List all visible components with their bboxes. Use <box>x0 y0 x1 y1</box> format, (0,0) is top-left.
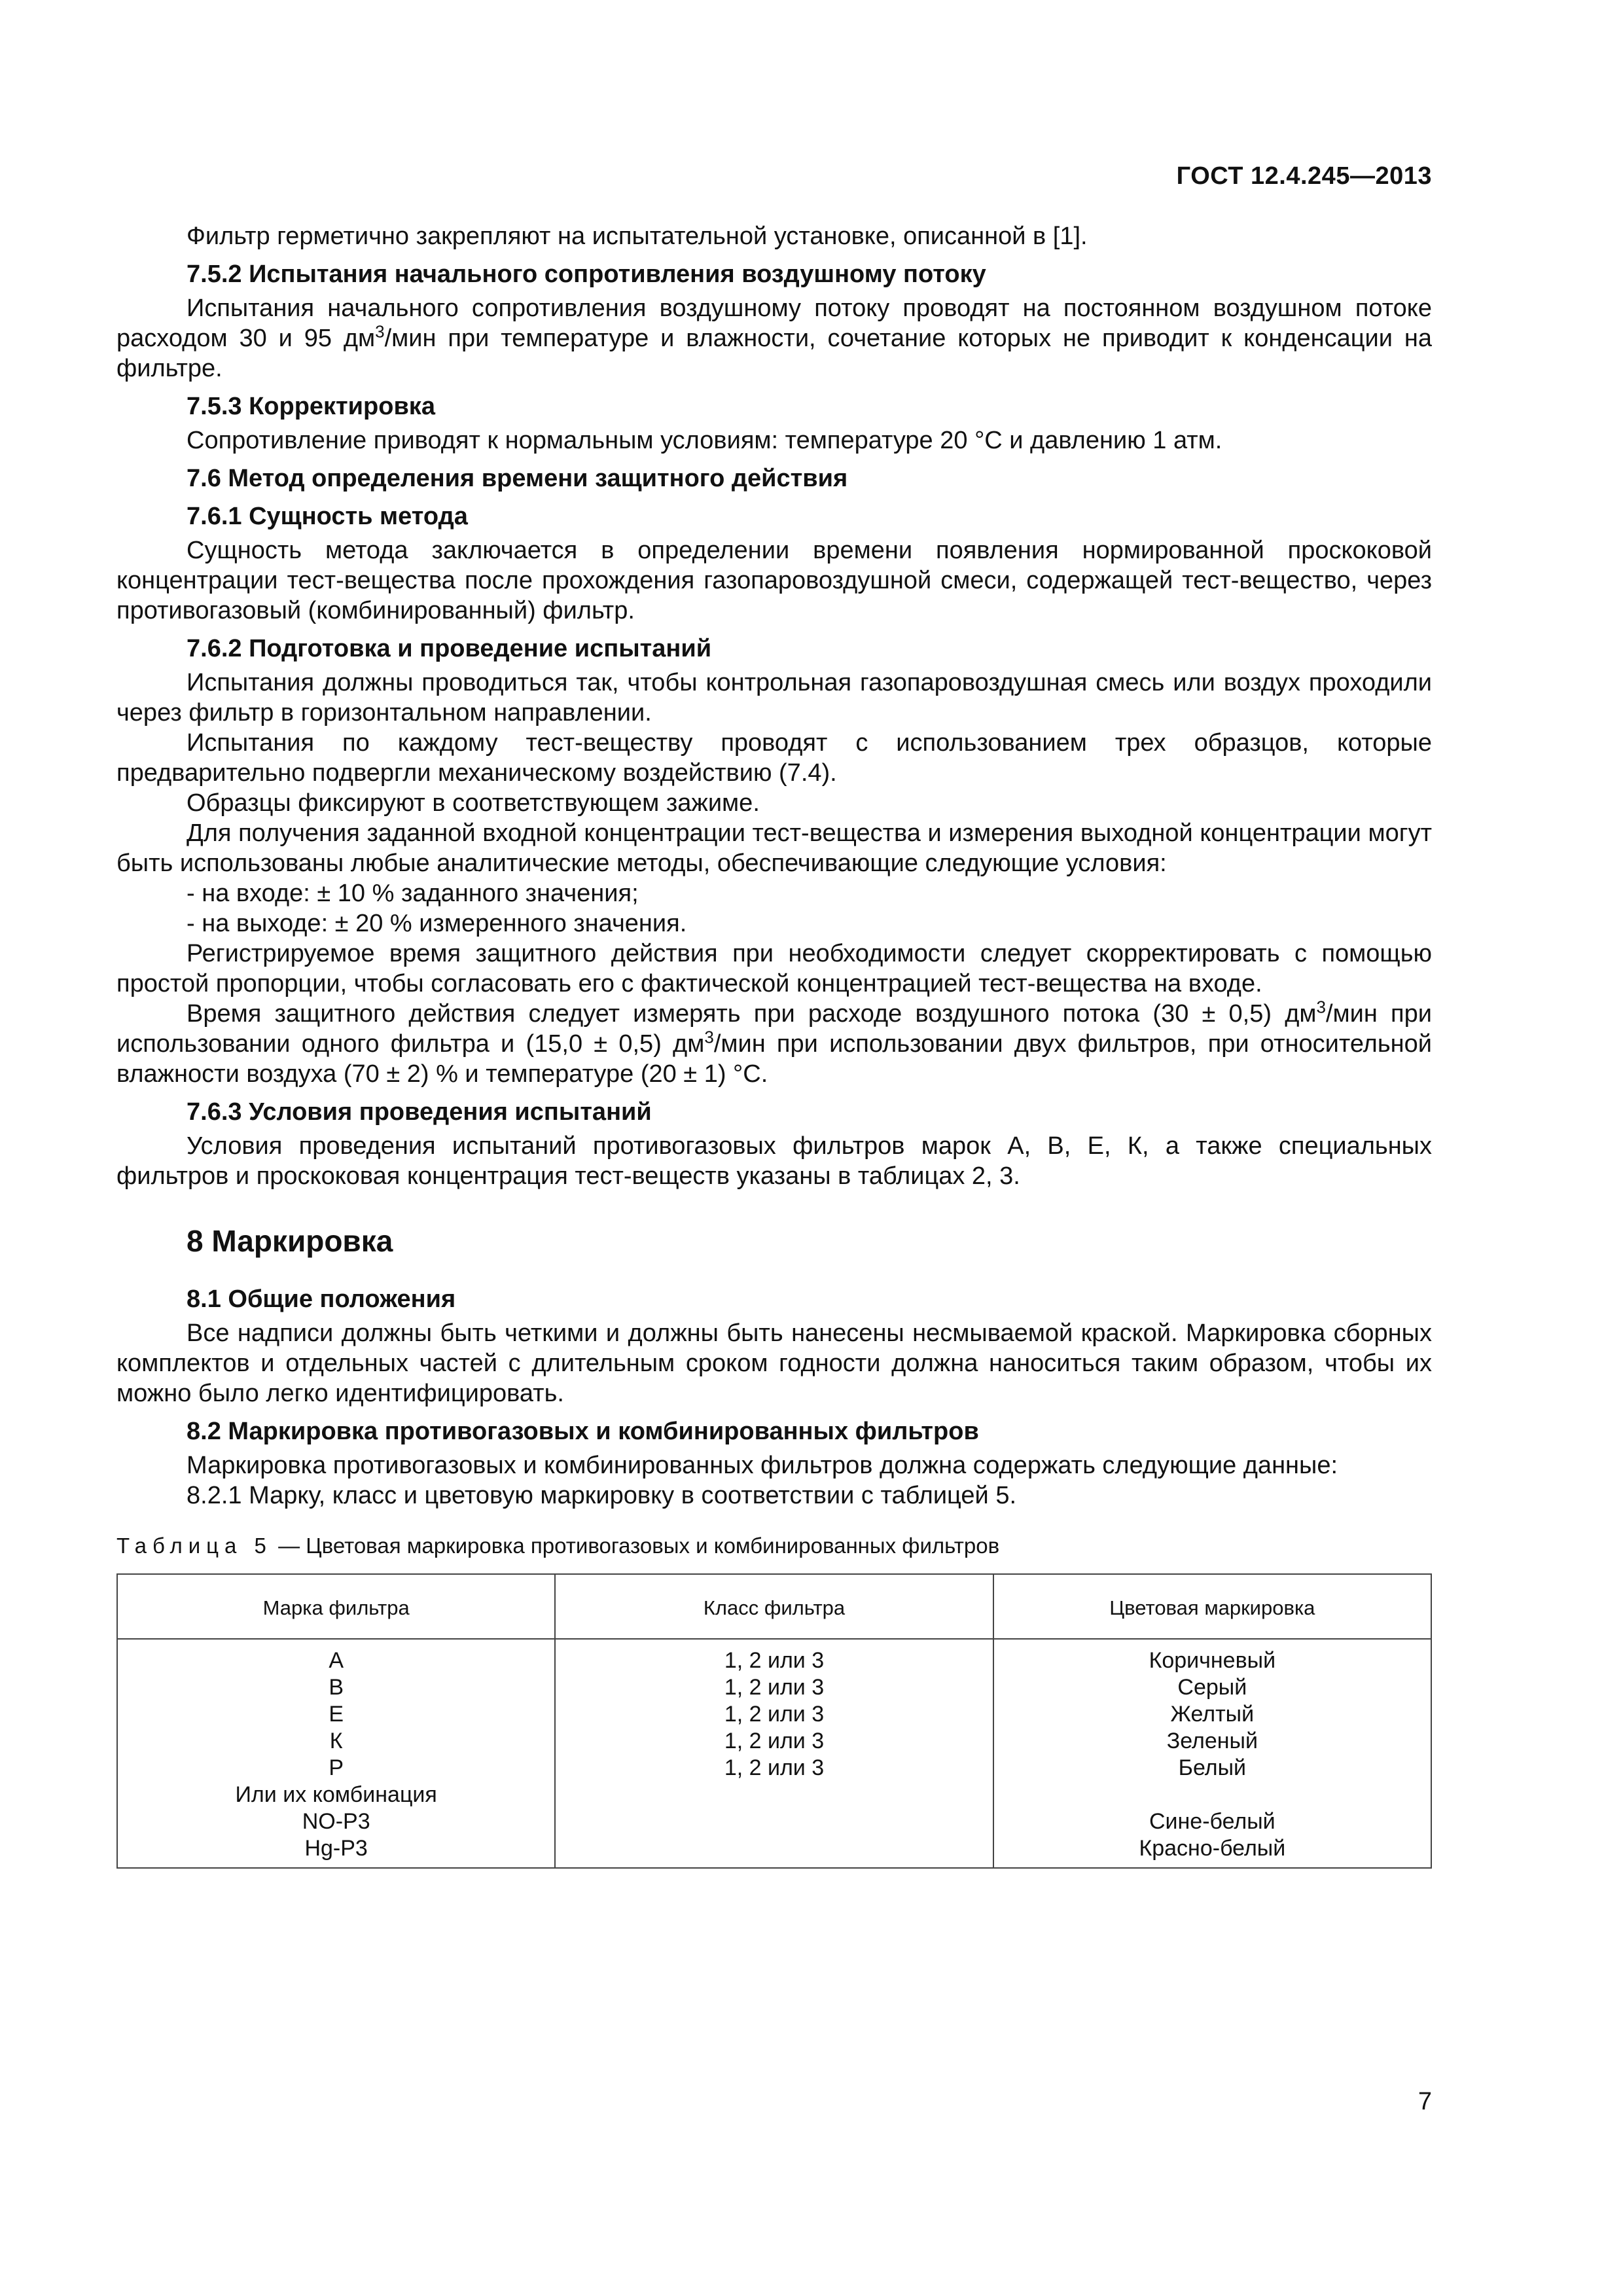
table-header-row <box>117 1574 1431 1639</box>
table-5-caption-label: Таблица 5 <box>116 1534 272 1558</box>
class-cell: 1, 2 или 3 <box>724 1648 825 1673</box>
list-item-input: - на входе: ± 10 % заданного значения; <box>187 880 639 907</box>
class-cell <box>556 1808 992 1835</box>
section-7-6-2-paragraph-1: Испытания должны проводиться так, чтобы контрольная газопаровоздушная смесь или воздух проходили через фильтр в горизонтальном направлении. <box>116 669 1432 726</box>
section-7-6-2-paragraph-6: Время защитного действия следует измерять при расходе воздушного потока (30 ± 0,5) $дм^3$/мин при использовании одного фильтра и (15,0 ± 0,5) $дм^3$/мин при использовании двух фильтров, при относительной влажности воздуха (70 ± 2) % и температуре (20 ± 1) °С. <box>116 997 1433 1088</box>
section-8-1-paragraph: Все надписи должны быть четкими и должны быть нанесены несмываемой краской. Маркировка сборных комплектов и отдельных частей с длительным сроком годности должна наноситься таким образом, чтобы их можно было легко идентифицировать. <box>116 1319 1432 1407</box>
section-7-5-2-heading: 7.5.2 Испытания начального сопротивления воздушному потоку <box>187 260 986 288</box>
brand-cell: А <box>329 1648 344 1673</box>
section-7-6-2-paragraph-3: Образцы фиксируют в соответствующем зажиме. <box>187 789 760 817</box>
color-cell <box>994 1782 1431 1808</box>
color-cell: Красно-белый <box>1139 1836 1286 1861</box>
brand-cell: В <box>329 1675 344 1700</box>
column-filter-class <box>555 1639 993 1868</box>
section-7-6-2-paragraph-2: Испытания по каждому тест-веществу проводят с использованием трех образцов, которые предварительно подвергли механическому воздействию (7.4). <box>116 729 1432 787</box>
class-cell: 1, 2 или 3 <box>724 1729 825 1753</box>
header-color-marking: Цветовая маркировка <box>993 1574 1431 1639</box>
class-cell: 1, 2 или 3 <box>724 1702 825 1727</box>
intro-paragraph: Фильтр герметично закрепляют на испытательной установке, описанной в [1]. <box>187 223 1088 250</box>
section-7-6-3-paragraph: Условия проведения испытаний противогазовых фильтров марок А, В, Е, К, а также специальных фильтров и проскоковая концентрация тест-веществ указаны в таблицах 2, 3. <box>116 1132 1432 1190</box>
brand-cell: К <box>329 1729 343 1753</box>
section-7-6-heading: 7.6 Метод определения времени защитного действия <box>187 465 848 492</box>
table-row <box>117 1639 1431 1868</box>
color-cell: Серый <box>1177 1675 1247 1700</box>
section-8-2-heading: 8.2 Маркировка противогазовых и комбинированных фильтров <box>187 1418 979 1445</box>
class-cell: 1, 2 или 3 <box>724 1675 825 1700</box>
brand-cell: Е <box>329 1702 344 1727</box>
section-7-5-2-paragraph: Испытания начального сопротивления воздушному потоку проводят на постоянном воздушном потоке расходом 30 и 95 $дм^3$/мин при температуре и влажности, сочетание которых не приводит к конденсации на фильтре. <box>116 295 1432 382</box>
brand-cell: Или их комбинация <box>235 1782 437 1807</box>
section-7-6-2-paragraph-4: Для получения заданной входной концентрации тест-вещества и измерения выходной концентрации могут быть использованы любые аналитические методы, обеспечивающие следующие условия: <box>116 819 1432 877</box>
brand-cell: Р <box>329 1755 344 1780</box>
table-5-caption-text: — Цветовая маркировка противогазовых и комбинированных фильтров <box>272 1534 1000 1558</box>
class-cell: 1, 2 или 3 <box>724 1755 825 1780</box>
color-cell: Белый <box>1178 1755 1247 1780</box>
color-cell: Желтый <box>1170 1702 1255 1727</box>
table-5-caption <box>116 1533 1432 1559</box>
list-item-output: - на выходе: ± 20 % измеренного значения. <box>187 910 687 937</box>
section-7-5-3-paragraph: Сопротивление приводят к нормальным условиям: температуре 20 °С и давлению 1 атм. <box>187 427 1222 454</box>
section-7-6-2-paragraph-5: Регистрируемое время защитного действия при необходимости следует скорректировать с помощью простой пропорции, чтобы согласовать его с фактической концентрацией тест-вещества на входе. <box>116 940 1432 997</box>
table-5 <box>116 1573 1432 1869</box>
color-cell: Сине-белый <box>1149 1809 1275 1834</box>
page-number: 7 <box>1418 2088 1432 2115</box>
section-7-5-3-heading: 7.5.3 Корректировка <box>187 393 435 420</box>
section-8-2-1-item: 8.2.1 Марку, класс и цветовую маркировку в соответствии с таблицей 5. <box>187 1482 1017 1509</box>
header-filter-brand: Марка фильтра <box>117 1574 555 1639</box>
brand-cell: Hg-P3 <box>304 1836 368 1861</box>
column-color-marking <box>993 1639 1431 1868</box>
color-cell: Коричневый <box>1149 1648 1276 1673</box>
color-cell: Зеленый <box>1166 1729 1258 1753</box>
brand-cell: NO-P3 <box>302 1809 370 1834</box>
column-filter-brand <box>117 1639 555 1868</box>
class-cell <box>556 1782 992 1808</box>
class-cell <box>556 1835 992 1862</box>
section-8-1-heading: 8.1 Общие положения <box>187 1285 456 1313</box>
section-7-6-1-heading: 7.6.1 Сущность метода <box>187 503 468 530</box>
section-8-2-paragraph: Маркировка противогазовых и комбинированных фильтров должна содержать следующие данные: <box>187 1452 1338 1479</box>
section-7-6-3-heading: 7.6.3 Условия проведения испытаний <box>187 1098 652 1126</box>
header-filter-class: Класс фильтра <box>555 1574 993 1639</box>
document-body <box>116 221 1432 1869</box>
section-8-heading: 8 Маркировка <box>187 1224 393 1258</box>
document-header: ГОСТ 12.4.245—2013 <box>1176 162 1432 190</box>
section-7-6-1-paragraph: Сущность метода заключается в определении времени появления нормированной проскоковой концентрации тест-вещества после прохождения газопаровоздушной смеси, содержащей тест-вещество, через противогазовый (комбинированный) фильтр. <box>116 537 1432 624</box>
section-7-6-2-heading: 7.6.2 Подготовка и проведение испытаний <box>187 635 712 662</box>
